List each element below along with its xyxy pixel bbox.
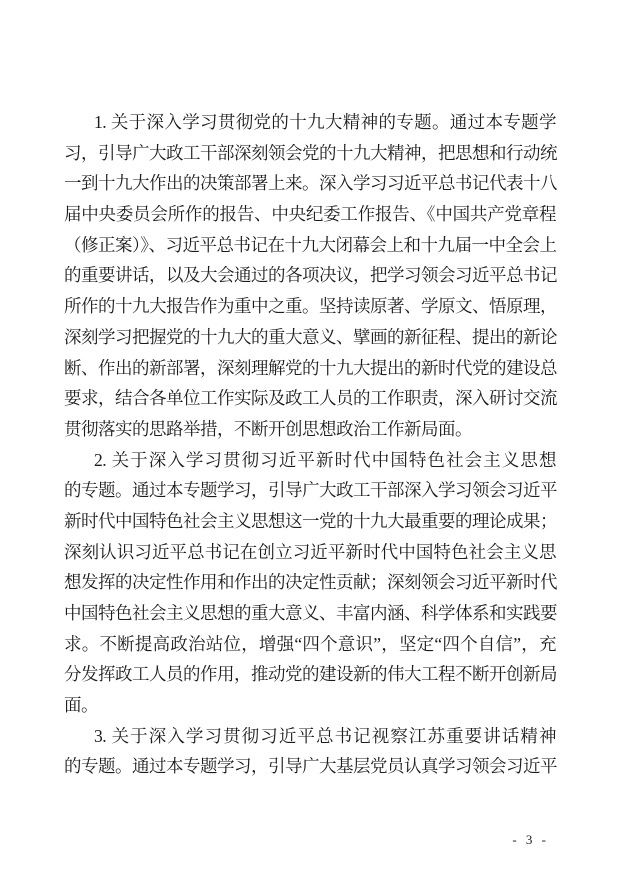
text-line-p2-2: 的专题。通过本专题学习，引导广大政工干部深入学习领会习近平 <box>64 480 557 501</box>
text-line-p1-9: 断、作出的新部署，深刻理解党的十九大提出的新时代党的建设总 <box>64 357 557 378</box>
text-line-p1-3: 一到十九大作出的决策部署上来。深入学习习近平总书记代表十八 <box>64 173 557 194</box>
text-line-p3-1: 3. 关于深入学习贯彻习近平总书记视察江苏重要讲话精神 <box>94 725 556 746</box>
text-line-p2-9: 面。 <box>64 695 98 716</box>
text-line-p1-1: 1. 关于深入学习贯彻党的十九大精神的专题。通过本专题学 <box>94 112 556 132</box>
page-number: - 3 - <box>512 832 549 847</box>
text-line-p2-8: 分发挥政工人员的作用，推动党的建设新的伟大工程不断开创新局 <box>64 664 557 685</box>
text-line-p2-5: 想发挥的决定性作用和作出的决定性贡献；深刻领会习近平新时代 <box>64 572 557 593</box>
text-line-p1-5: （修正案）》、习近平总书记在十九大闭幕会上和十九届一中全会上 <box>64 234 557 255</box>
text-line-p1-6: 的重要讲话，以及大会通过的各项决议，把学习领会习近平总书记 <box>64 265 557 286</box>
text-line-p3-2: 的专题。通过本专题学习，引导广大基层党员认真学习领会习近平 <box>64 756 557 777</box>
text-line-p1-8: 深刻学习把握党的十九大的重大意义、擘画的新征程、提出的新论 <box>64 326 557 347</box>
text-line-p2-1: 2. 关于深入学习贯彻习近平新时代中国特色社会主义思想 <box>94 449 556 470</box>
text-line-p2-4: 深刻认识习近平总书记在创立习近平新时代中国特色社会主义思 <box>64 541 556 562</box>
text-line-p2-3: 新时代中国特色社会主义思想这一党的十九大最重要的理论成果； <box>64 510 557 531</box>
text-line-p2-7: 求。不断提高政治站位，增强“四个意识”，坚定“四个自信”，充 <box>64 633 556 654</box>
text-line-p1-4: 届中央委员会所作的报告、中央纪委工作报告、《中国共产党章程 <box>64 204 556 225</box>
text-line-p1-7: 所作的十九大报告作为重中之重。坚持读原著、学原文、悟原理， <box>64 296 557 317</box>
text-line-p1-10: 要求，结合各单位工作实际及政工人员的工作职责，深入研讨交流 <box>64 388 557 409</box>
text-line-p1-2: 习，引导广大政工干部深刻领会党的十九大精神，把思想和行动统 <box>64 142 557 163</box>
text-line-p2-6: 中国特色社会主义思想的重大意义、丰富内涵、科学体系和实践要 <box>64 603 557 623</box>
document-body <box>64 107 556 782</box>
text-line-p1-11: 贯彻落实的思路举措，不断开创思想政治工作新局面。 <box>64 418 472 439</box>
